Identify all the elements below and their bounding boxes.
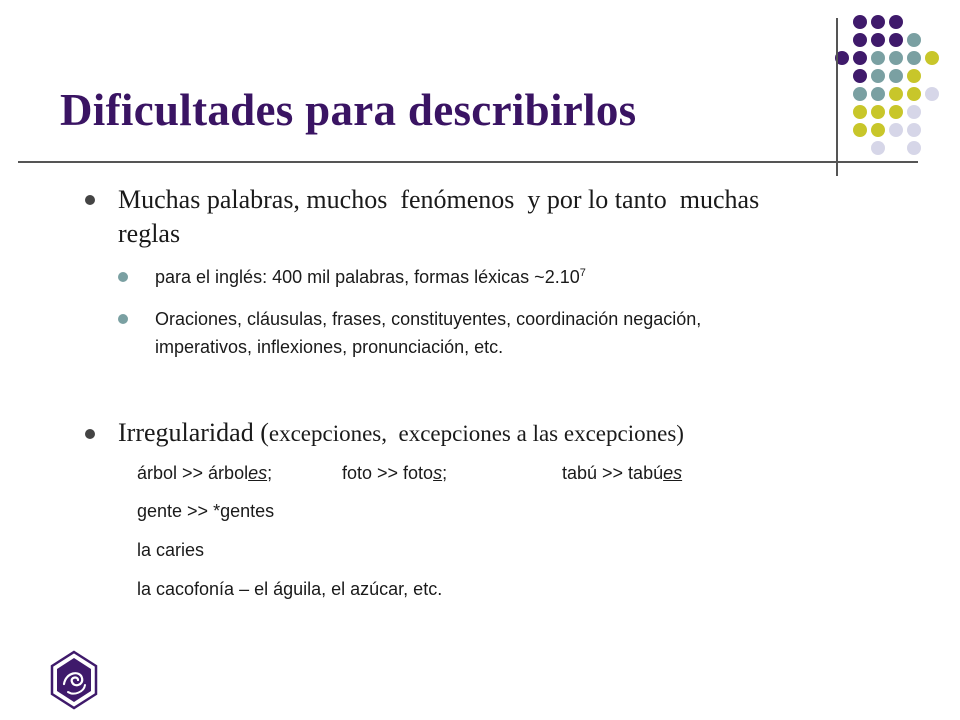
decorative-dot [889, 105, 903, 119]
example-base: tabú >> tabú [562, 463, 664, 483]
decorative-dot [925, 87, 939, 101]
bullet-text-muchas-palabras [118, 183, 759, 251]
decorative-dot [871, 33, 885, 47]
decorative-dot [853, 123, 867, 137]
decorative-dot [871, 51, 885, 65]
vertical-rule [836, 18, 838, 176]
decorative-dot [871, 15, 885, 29]
sub-bullet-ingles [155, 263, 586, 291]
sub-bullet-line: Oraciones, cláusulas, frases, constituyentes, coordinación negación, [155, 309, 702, 329]
example-base: foto >> foto [342, 463, 434, 483]
example-suffix: s [433, 463, 443, 483]
bullet-rest: excepciones, excepciones a las excepciones) [268, 421, 684, 446]
sub-bullet-line: imperativos, inflexiones, pronunciación, etc. [155, 337, 504, 357]
sub-bullet-dot [118, 314, 128, 324]
example-suffix: es [663, 463, 683, 483]
decorative-dot [907, 87, 921, 101]
sub-bullet-text: para el inglés: 400 mil palabras, formas léxicas ~2.10 [155, 267, 580, 287]
decorative-dot [907, 33, 921, 47]
decorative-dot [853, 105, 867, 119]
example-sep: ; [442, 463, 448, 483]
swirl-logo-icon [48, 650, 100, 710]
decorative-dot [871, 69, 885, 83]
decorative-dot [889, 123, 903, 137]
decorative-dot [871, 123, 885, 137]
decorative-dot [889, 87, 903, 101]
exponent: 7 [579, 267, 586, 279]
example-arbol [137, 463, 272, 484]
bullet-line: reglas [118, 219, 181, 248]
decorative-dot [871, 87, 885, 101]
bullet-lead: Irregularidad ( [118, 418, 269, 447]
example-cacofonia: la cacofonía – el águila, el azúcar, etc. [137, 579, 443, 599]
example-base: árbol >> árbol [137, 463, 249, 483]
example-tabu [562, 463, 682, 484]
decorative-dot [925, 51, 939, 65]
title-underline-rule [18, 161, 918, 163]
example-suffix: es [248, 463, 268, 483]
decorative-dot [871, 105, 885, 119]
sub-bullet-oraciones [155, 305, 701, 361]
decorative-dot [907, 123, 921, 137]
bullet-text-irregularidad [118, 416, 684, 451]
decorative-dot [907, 105, 921, 119]
decorative-dot [889, 33, 903, 47]
slide-title: Dificultades para describirlos [60, 85, 637, 135]
decorative-dot [853, 33, 867, 47]
decorative-dot [889, 51, 903, 65]
bullet-dot [85, 195, 95, 205]
decorative-dot [907, 69, 921, 83]
decorative-dot [907, 141, 921, 155]
decorative-dot [853, 69, 867, 83]
decorative-dot [853, 15, 867, 29]
decorative-dot [889, 69, 903, 83]
decorative-dot [853, 51, 867, 65]
example-foto [342, 463, 447, 484]
bullet-line: Muchas palabras, muchos fenómenos y por lo tanto muchas [118, 185, 760, 214]
decorative-dot [853, 87, 867, 101]
example-sep: ; [267, 463, 273, 483]
decorative-dot [889, 15, 903, 29]
example-caries: la caries [137, 540, 205, 560]
decorative-dot [907, 51, 921, 65]
example-gente: gente >> *gentes [137, 501, 275, 521]
bullet-dot [85, 429, 95, 439]
sub-bullet-dot [118, 272, 128, 282]
decorative-dot [871, 141, 885, 155]
